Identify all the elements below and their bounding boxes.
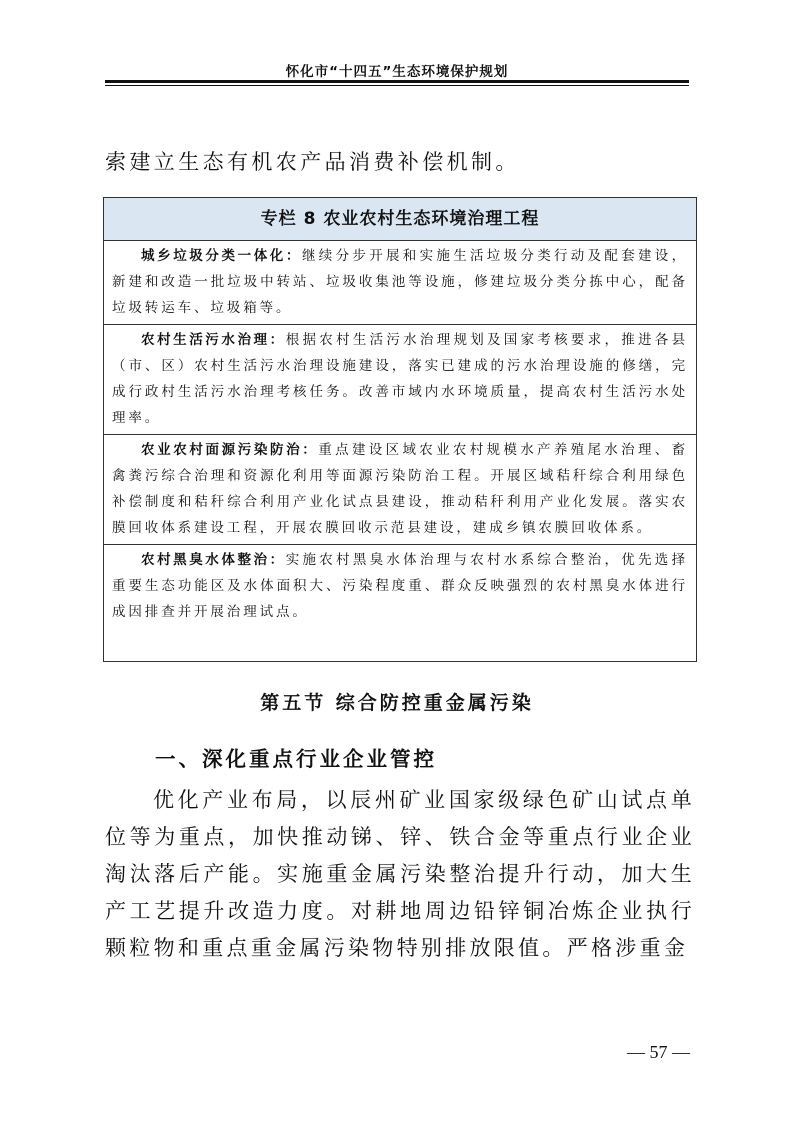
box-item-text: 根据农村生活污水治理规划及国家考核要求，推进各县（市、区）农村生活污水治理设施建设，落实已建成的污水治理设施的修缮，完成行政村生活污水治理考核任务。改善市域内水环境质量，提高农村生活污水处理率。 bbox=[112, 332, 688, 426]
page-number: — 57 — bbox=[627, 1042, 690, 1062]
box-item-keyword: 农村生活污水治理： bbox=[141, 332, 286, 348]
box-item-text: 继续分步开展和实施生活垃圾分类行动及配套建设，新建和改造一批垃圾中转站、垃圾收集池等设施，修建垃圾分类分拣中心，配备垃圾转运车、垃圾箱等。 bbox=[112, 248, 688, 316]
box-item-waste-sorting bbox=[104, 241, 696, 325]
box-item-text: 实施农村黑臭水体治理与农村水系综合整治，优先选择重要生态功能区及水体面积大、污染程度重、群众反映强烈的农村黑臭水体进行成因排查并开展治理试点。 bbox=[112, 552, 688, 620]
box-item-black-water bbox=[104, 545, 696, 628]
header-rule-thin bbox=[105, 85, 689, 86]
subsection-title: 一、深化重点行业企业管控 bbox=[155, 747, 437, 771]
lead-paragraph: 索建立生态有机农产品消费补偿机制。 bbox=[105, 150, 520, 174]
feature-box bbox=[103, 197, 697, 662]
feature-box-title: 专栏 8 农业农村生态环境治理工程 bbox=[104, 198, 696, 241]
section-title: 第五节 综合防控重金属污染 bbox=[260, 692, 534, 714]
box-item-sewage bbox=[104, 325, 696, 435]
box-item-keyword: 农村黑臭水体整治： bbox=[141, 552, 286, 568]
box-item-text: 重点建设区域农业农村规模水产养殖尾水治理、畜禽粪污综合治理和资源化利用等面源污染防治工程。开展区域秸秆综合利用绿色补偿制度和秸秆综合利用产业化试点县建设，推动秸秆利用产业化发展。落实农膜回收体系建设工程，开展农膜回收示范县建设，建成乡镇农膜回收体系。 bbox=[112, 442, 688, 536]
box-item-keyword: 城乡垃圾分类一体化： bbox=[141, 248, 302, 264]
body-paragraph: 优化产业布局，以辰州矿业国家级绿色矿山试点单位等为重点，加快推动锑、锌、铁合金等重点行业企业淘汰落后产能。实施重金属污染整治提升行动，加大生产工艺提升改造力度。对耕地周边铅锌铜冶炼企业执行颗粒物和重点重金属污染物特别排放限值。严格涉重金 bbox=[105, 788, 695, 960]
header-rule-thick bbox=[105, 80, 689, 83]
box-item-keyword: 农业农村面源污染防治： bbox=[141, 442, 319, 458]
running-header: 怀化市“十四五”生态环境保护规划 bbox=[285, 64, 509, 80]
box-item-nonpoint-pollution bbox=[104, 435, 696, 545]
